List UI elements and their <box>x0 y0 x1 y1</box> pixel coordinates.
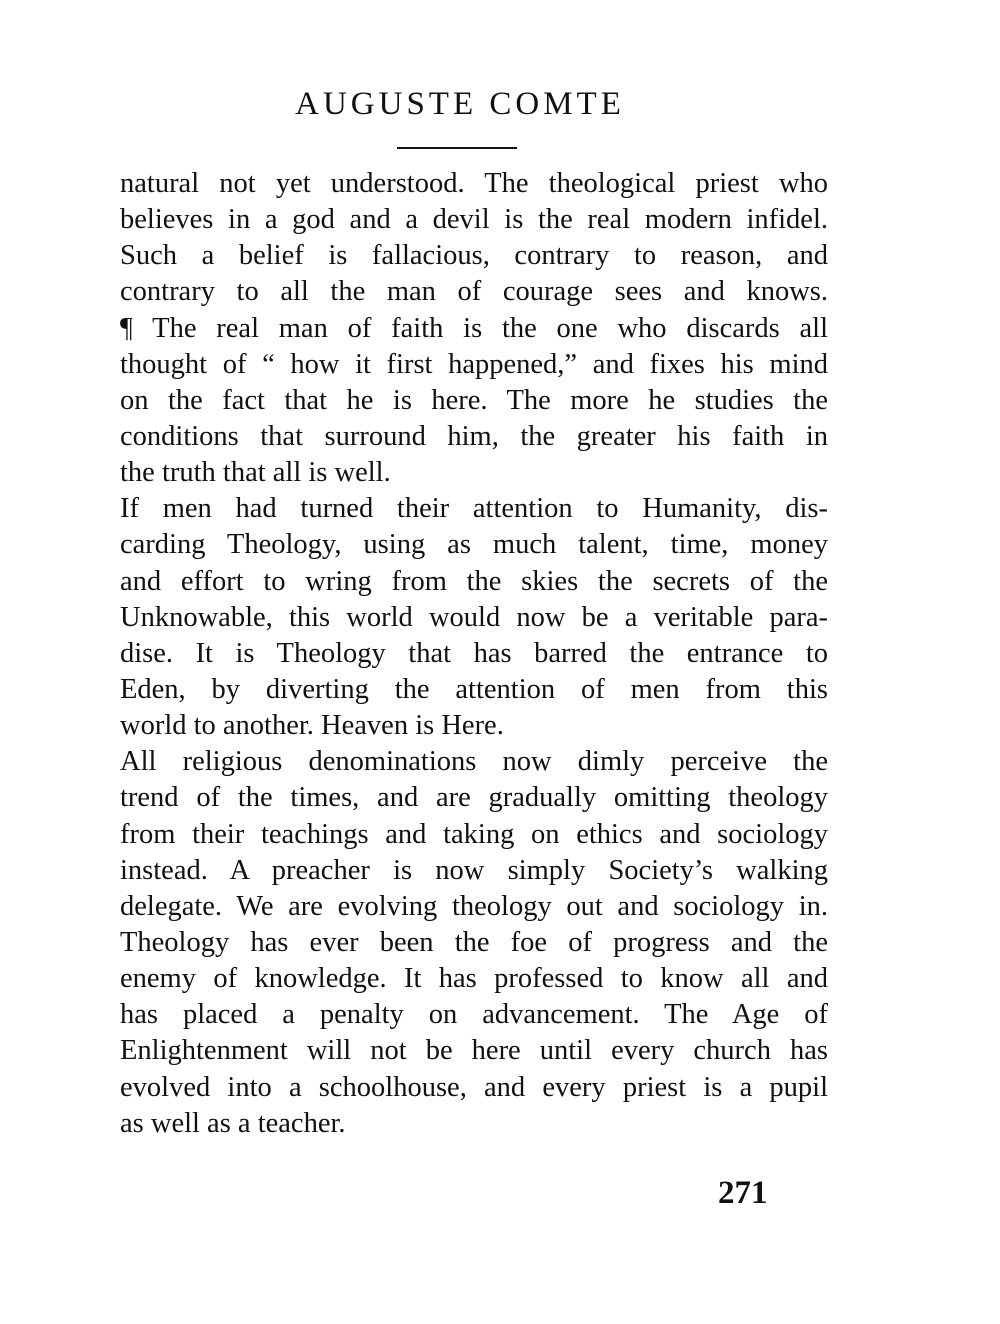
text-line: natural not yet understood. The theological priest who <box>120 168 828 199</box>
text-line: delegate. We are evolving theology out and sociology in. <box>120 890 828 922</box>
text-line: thought of “ how it first happened,” and fixes his mind <box>120 348 828 380</box>
text-line: Such a belief is fallacious, contrary to reason, and <box>120 240 828 272</box>
text-line: ¶ The real man of faith is the one who discards all <box>120 312 828 344</box>
text-line: carding Theology, using as much talent, time, money <box>120 529 828 561</box>
text-line: evolved into a schoolhouse, and every priest is a pupil <box>120 1071 828 1103</box>
paragraph <box>120 166 828 491</box>
paragraph <box>120 491 828 744</box>
text-line: the truth that all is well. <box>120 457 391 489</box>
text-line: Unknowable, this world would now be a veritable para- <box>120 601 828 633</box>
text-line: trend of the times, and are gradually omitting theology <box>120 782 828 814</box>
text-line: has placed a penalty on advancement. The Age of <box>120 999 828 1031</box>
title-underline-rule <box>397 147 517 149</box>
text-line: from their teachings and taking on ethics and sociology <box>120 818 828 850</box>
text-line: instead. A preacher is now simply Society’s walking <box>120 854 828 886</box>
text-line: contrary to all the man of courage sees and knows. <box>120 276 828 308</box>
text-line: and effort to wring from the skies the secrets of the <box>120 565 828 597</box>
text-line: believes in a god and a devil is the real modern infidel. <box>120 204 828 236</box>
text-line: Eden, by diverting the attention of men from this <box>120 673 828 705</box>
text-line: conditions that surround him, the greater his faith in <box>120 420 828 452</box>
text-line: All religious denominations now dimly perceive the <box>120 746 828 778</box>
text-line: as well as a teacher. <box>120 1107 346 1139</box>
text-line: Enlightenment will not be here until every church has <box>120 1035 828 1067</box>
body-text <box>120 166 828 1142</box>
text-line: enemy of knowledge. It has professed to know all and <box>120 963 828 995</box>
text-line: Theology has ever been the foe of progress and the <box>120 926 828 958</box>
text-line: world to another. Heaven is Here. <box>120 710 504 742</box>
text-line: on the fact that he is here. The more he studies the <box>120 384 828 416</box>
running-head-title: AUGUSTE COMTE <box>295 86 625 122</box>
text-line: dise. It is Theology that has barred the entrance to <box>120 637 828 669</box>
text-line: If men had turned their attention to Humanity, dis- <box>120 493 828 525</box>
page-number: 271 <box>718 1175 768 1211</box>
paragraph <box>120 744 828 1142</box>
